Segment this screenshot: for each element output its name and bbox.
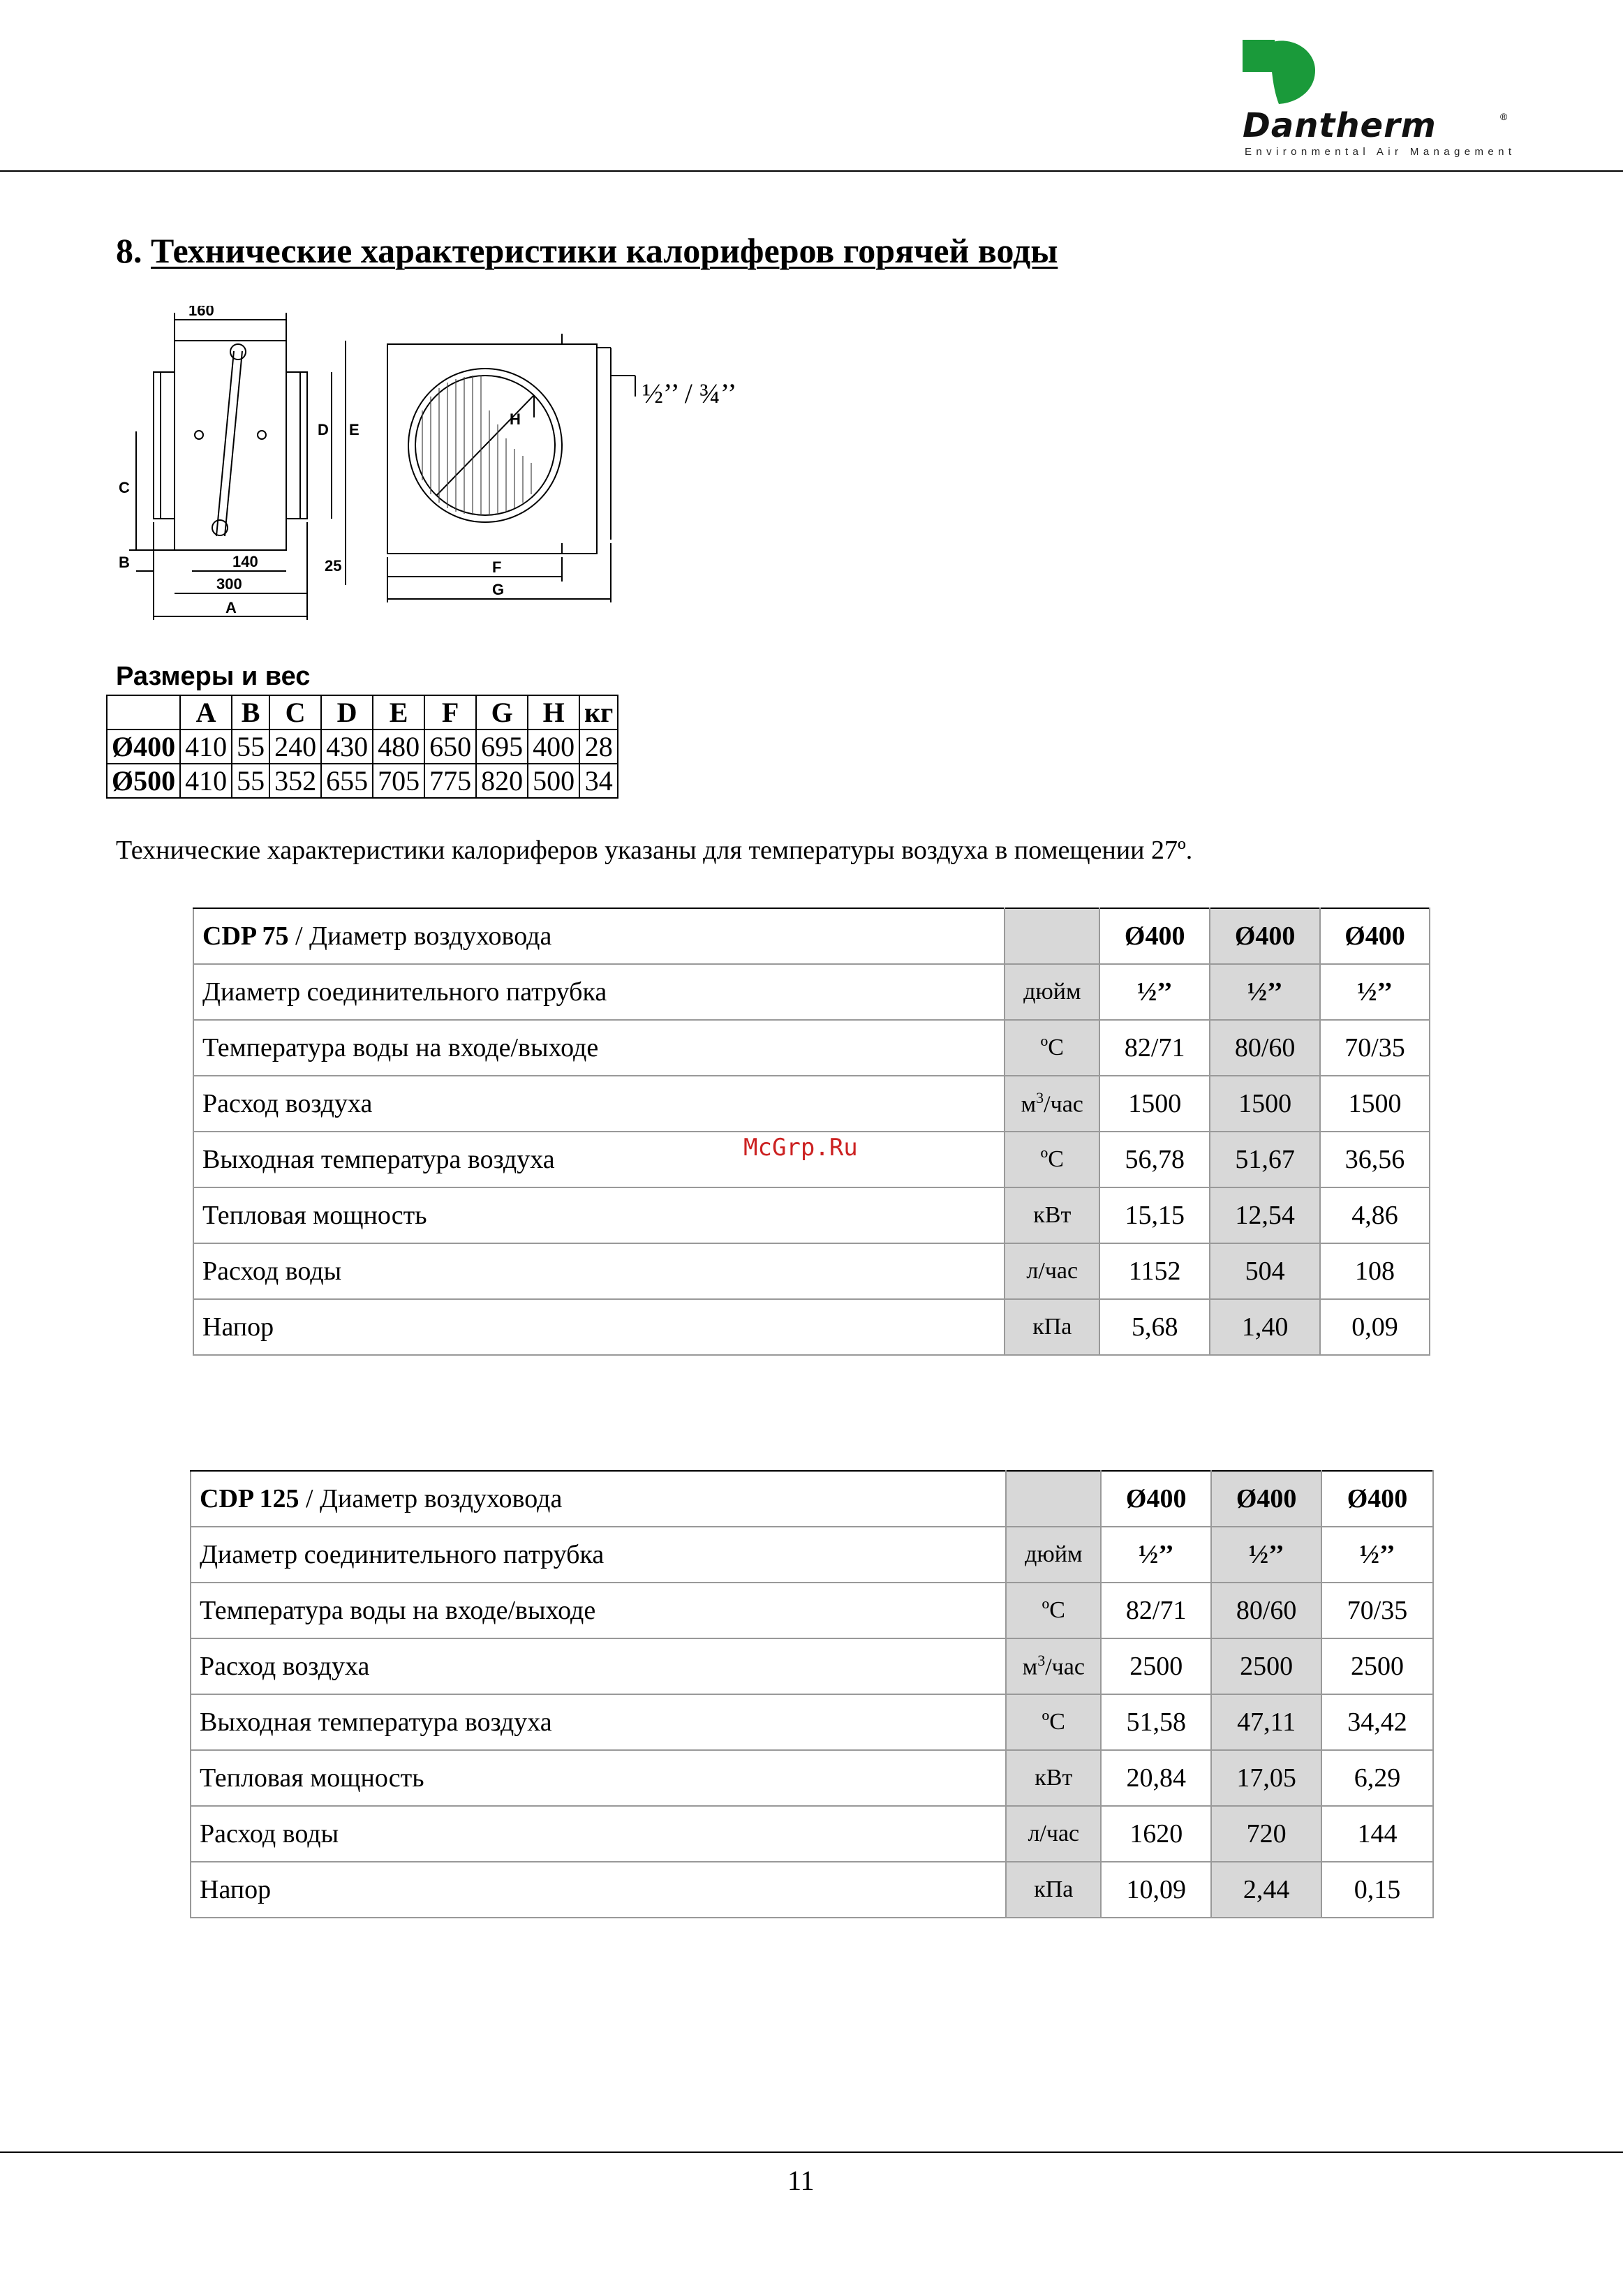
parameter-name: Выходная температура воздуха bbox=[191, 1694, 1006, 1750]
parameter-name: Тепловая мощность bbox=[193, 1187, 1005, 1243]
dimensions-table bbox=[106, 695, 618, 799]
unit-cell: $м^3$/час bbox=[1006, 1638, 1101, 1694]
table-header-row bbox=[191, 1471, 1433, 1527]
unit-header-cell bbox=[1005, 908, 1099, 964]
dim-25: 25 bbox=[325, 557, 342, 575]
table-cell: 15,15 bbox=[1099, 1187, 1210, 1243]
table-cell: 2,44 bbox=[1211, 1862, 1321, 1918]
parameter-name: Тепловая мощность bbox=[191, 1750, 1006, 1806]
table-cell: 2500 bbox=[1321, 1638, 1433, 1694]
unit-cell: ºC bbox=[1006, 1583, 1101, 1638]
table-cell: 775 bbox=[424, 764, 476, 798]
table-cell: 500 bbox=[528, 764, 579, 798]
unit-cell: $м^3$/час bbox=[1005, 1076, 1099, 1132]
parameter-name: Выходная температура воздуха bbox=[193, 1132, 1005, 1187]
logo-leaf-icon bbox=[1243, 40, 1318, 110]
unit-header-cell bbox=[1006, 1471, 1101, 1527]
parameter-name: Напор bbox=[191, 1862, 1006, 1918]
table-cell: 705 bbox=[373, 764, 424, 798]
spec-header-label bbox=[193, 908, 1005, 964]
table-row bbox=[191, 1694, 1433, 1750]
table-row bbox=[193, 1243, 1430, 1299]
dimensions-heading: Размеры и вес bbox=[116, 662, 311, 691]
column-header: Ø400 bbox=[1099, 908, 1210, 964]
table-cell: 56,78 bbox=[1099, 1132, 1210, 1187]
table-cell: 2500 bbox=[1101, 1638, 1211, 1694]
table-row bbox=[193, 1299, 1430, 1355]
parameter-name: Расход воздуха bbox=[193, 1076, 1005, 1132]
table-row bbox=[193, 964, 1430, 1020]
table-cell: ½’’ bbox=[1210, 964, 1320, 1020]
table-cell: 70/35 bbox=[1321, 1583, 1433, 1638]
table-cell: 10,09 bbox=[1101, 1862, 1211, 1918]
dim-col-header: E bbox=[373, 695, 424, 729]
table-cell: 410 bbox=[180, 764, 232, 798]
spec-header-label bbox=[191, 1471, 1006, 1527]
model-name: CDP 125 bbox=[200, 1484, 299, 1513]
column-header: Ø400 bbox=[1320, 908, 1430, 964]
table-row bbox=[191, 1862, 1433, 1918]
dim-F: F bbox=[492, 558, 502, 576]
table-cell: 400 bbox=[528, 729, 579, 764]
table-cell: ½’’ bbox=[1101, 1527, 1211, 1583]
table-cell: 504 bbox=[1210, 1243, 1320, 1299]
table-cell: 6,29 bbox=[1321, 1750, 1433, 1806]
table-cell: 695 bbox=[476, 729, 528, 764]
header-text: / Диаметр воздуховода bbox=[288, 921, 552, 951]
table-cell: 4,86 bbox=[1320, 1187, 1430, 1243]
pipe-size-label: ½’’ / ¾’’ bbox=[642, 378, 737, 409]
dantherm-logo bbox=[1239, 36, 1515, 162]
column-header: Ø400 bbox=[1321, 1471, 1433, 1527]
table-cell: 82/71 bbox=[1099, 1020, 1210, 1076]
unit-cell: л/час bbox=[1006, 1806, 1101, 1862]
heater-dimension-drawing bbox=[115, 306, 778, 627]
parameter-name: Расход воздуха bbox=[191, 1638, 1006, 1694]
logo-wordmark: Dantherm bbox=[1243, 106, 1437, 145]
unit-cell: кВт bbox=[1005, 1187, 1099, 1243]
watermark: McGrp.Ru bbox=[743, 1134, 858, 1162]
footer-divider bbox=[0, 2151, 1623, 2153]
dim-300: 300 bbox=[216, 575, 242, 593]
table-cell: 650 bbox=[424, 729, 476, 764]
table-cell: 1500 bbox=[1320, 1076, 1430, 1132]
temperature-note: Технические характеристики калориферов указаны для температуры воздуха в помещении 27º. bbox=[116, 836, 1193, 865]
table-cell: 480 bbox=[373, 729, 424, 764]
table-cell: 12,54 bbox=[1210, 1187, 1320, 1243]
table-row bbox=[191, 1527, 1433, 1583]
table-cell: 655 bbox=[321, 764, 373, 798]
unit-cell: кПа bbox=[1005, 1299, 1099, 1355]
table-row bbox=[191, 1583, 1433, 1638]
parameter-name: Диаметр соединительного патрубка bbox=[193, 964, 1005, 1020]
model-name: CDP 75 bbox=[202, 921, 289, 951]
parameter-name: Расход воды bbox=[193, 1243, 1005, 1299]
unit-cell: кВт bbox=[1006, 1750, 1101, 1806]
page-number: 11 bbox=[787, 2165, 815, 2196]
table-cell: 1620 bbox=[1101, 1806, 1211, 1862]
table-cell: 2500 bbox=[1211, 1638, 1321, 1694]
dim-D: D bbox=[318, 421, 329, 438]
dim-160: 160 bbox=[188, 306, 214, 319]
dim-col-header: A bbox=[180, 695, 232, 729]
unit-cell: кПа bbox=[1006, 1862, 1101, 1918]
table-header-row bbox=[193, 908, 1430, 964]
table-cell: 34 bbox=[579, 764, 618, 798]
table-cell: 51,67 bbox=[1210, 1132, 1320, 1187]
table-cell: 1500 bbox=[1210, 1076, 1320, 1132]
table-row bbox=[191, 1806, 1433, 1862]
section-title bbox=[116, 230, 1058, 271]
table-cell: ½’’ bbox=[1321, 1527, 1433, 1583]
table-cell: 5,68 bbox=[1099, 1299, 1210, 1355]
section-number: 8. bbox=[116, 231, 142, 270]
header-text: / Диаметр воздуховода bbox=[299, 1484, 563, 1513]
table-cell: 108 bbox=[1320, 1243, 1430, 1299]
dim-col-header: кг bbox=[579, 695, 618, 729]
dim-140: 140 bbox=[232, 553, 258, 570]
dim-C: C bbox=[119, 479, 130, 496]
table-cell: 1,40 bbox=[1210, 1299, 1320, 1355]
parameter-name: Диаметр соединительного патрубка bbox=[191, 1527, 1006, 1583]
unit-cell: ºC bbox=[1005, 1020, 1099, 1076]
parameter-name: Расход воды bbox=[191, 1806, 1006, 1862]
row-label: Ø500 bbox=[107, 764, 180, 798]
table-cell: 17,05 bbox=[1211, 1750, 1321, 1806]
parameter-name: Температура воды на входе/выходе bbox=[193, 1020, 1005, 1076]
table-row bbox=[191, 1638, 1433, 1694]
table-cell: 0,15 bbox=[1321, 1862, 1433, 1918]
table-row bbox=[107, 764, 618, 798]
table-cell: 80/60 bbox=[1211, 1583, 1321, 1638]
column-header: Ø400 bbox=[1210, 908, 1320, 964]
dim-B: B bbox=[119, 554, 130, 571]
table-row bbox=[107, 729, 618, 764]
table-cell: 51,58 bbox=[1101, 1694, 1211, 1750]
dim-col-header: F bbox=[424, 695, 476, 729]
dimensions-corner-cell bbox=[107, 695, 180, 729]
table-cell: 1152 bbox=[1099, 1243, 1210, 1299]
table-row bbox=[193, 1020, 1430, 1076]
row-label: Ø400 bbox=[107, 729, 180, 764]
unit-cell: л/час bbox=[1005, 1243, 1099, 1299]
unit-cell: дюйм bbox=[1006, 1527, 1101, 1583]
spec-table-cdp75 bbox=[193, 908, 1430, 1356]
table-row bbox=[193, 1076, 1430, 1132]
table-cell: 0,09 bbox=[1320, 1299, 1430, 1355]
table-cell: 144 bbox=[1321, 1806, 1433, 1862]
table-cell: 55 bbox=[232, 764, 269, 798]
unit-cell: ºC bbox=[1005, 1132, 1099, 1187]
column-header: Ø400 bbox=[1101, 1471, 1211, 1527]
table-cell: 240 bbox=[269, 729, 321, 764]
dim-col-header: C bbox=[269, 695, 321, 729]
spec-table-cdp125 bbox=[190, 1470, 1434, 1918]
table-cell: 20,84 bbox=[1101, 1750, 1211, 1806]
dim-A: A bbox=[225, 599, 237, 616]
table-cell: ½’’ bbox=[1211, 1527, 1321, 1583]
dim-E: E bbox=[349, 421, 360, 438]
dim-G: G bbox=[492, 581, 505, 598]
table-cell: 1500 bbox=[1099, 1076, 1210, 1132]
table-cell: 80/60 bbox=[1210, 1020, 1320, 1076]
parameter-name: Напор bbox=[193, 1299, 1005, 1355]
table-cell: 410 bbox=[180, 729, 232, 764]
dim-col-header: B bbox=[232, 695, 269, 729]
column-header: Ø400 bbox=[1211, 1471, 1321, 1527]
logo-tagline: Environmental Air Management bbox=[1245, 146, 1516, 158]
table-cell: 34,42 bbox=[1321, 1694, 1433, 1750]
table-cell: 430 bbox=[321, 729, 373, 764]
table-cell: 352 bbox=[269, 764, 321, 798]
table-cell: 70/35 bbox=[1320, 1020, 1430, 1076]
table-row bbox=[191, 1750, 1433, 1806]
table-cell: 28 bbox=[579, 729, 618, 764]
table-row bbox=[193, 1187, 1430, 1243]
table-cell: 720 bbox=[1211, 1806, 1321, 1862]
section-title-text: Технические характеристики калориферов горячей воды bbox=[151, 231, 1058, 270]
table-cell: ½’’ bbox=[1099, 964, 1210, 1020]
table-cell: 82/71 bbox=[1101, 1583, 1211, 1638]
unit-cell: ºC bbox=[1006, 1694, 1101, 1750]
dim-col-header: H bbox=[528, 695, 579, 729]
unit-cell: дюйм bbox=[1005, 964, 1099, 1020]
table-cell: 820 bbox=[476, 764, 528, 798]
dim-H: H bbox=[510, 410, 521, 428]
logo-registered-mark: ® bbox=[1500, 111, 1508, 122]
table-cell: ½’’ bbox=[1320, 964, 1430, 1020]
parameter-name: Температура воды на входе/выходе bbox=[191, 1583, 1006, 1638]
table-cell: 47,11 bbox=[1211, 1694, 1321, 1750]
table-cell: 36,56 bbox=[1320, 1132, 1430, 1187]
table-cell: 55 bbox=[232, 729, 269, 764]
dim-col-header: D bbox=[321, 695, 373, 729]
header-divider bbox=[0, 170, 1623, 172]
dim-col-header: G bbox=[476, 695, 528, 729]
